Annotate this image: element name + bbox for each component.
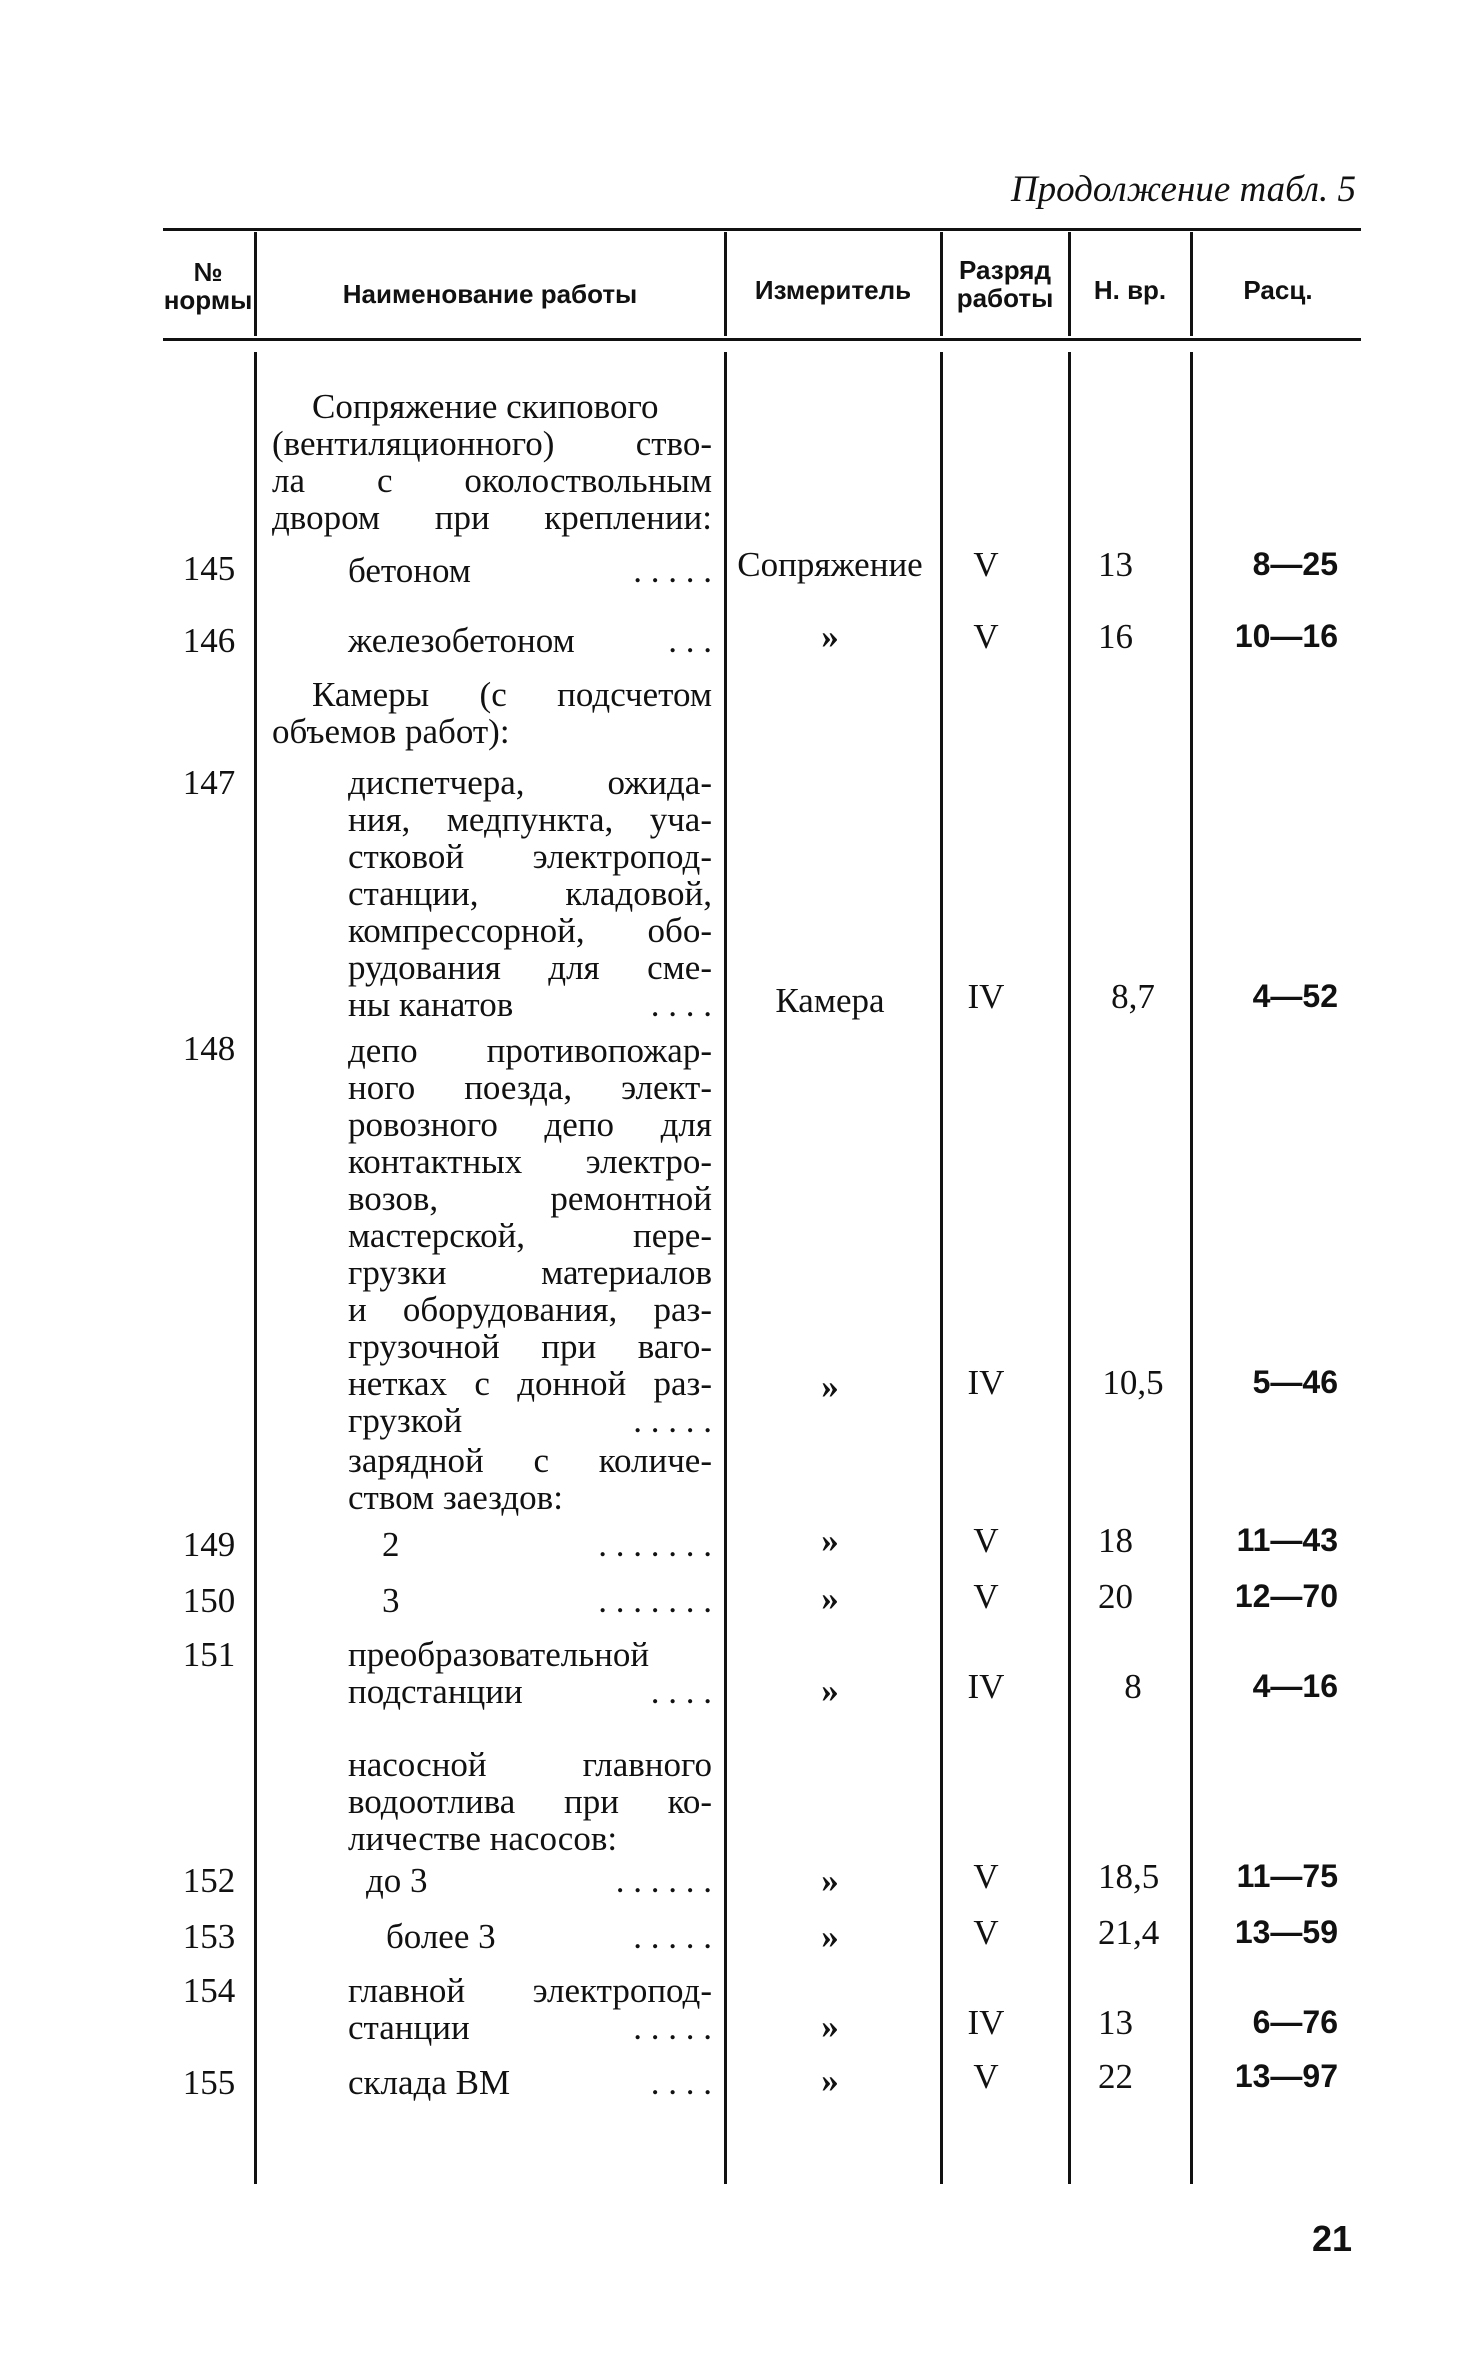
column-divider: [940, 352, 943, 2184]
header-divider: [254, 232, 257, 336]
work-name: склада ВМ . . . .: [348, 2063, 712, 2102]
norm-number: 153: [182, 1917, 236, 1956]
column-divider: [724, 352, 727, 2184]
rate-value: 8—25: [1252, 546, 1338, 582]
rate-value: 6—76: [1252, 2004, 1338, 2040]
rate-value: 4—52: [1252, 978, 1338, 1014]
group-heading: Сопряжение скипового (вентиляционного) ство- ла с околоствольным двором при креплении:: [272, 387, 712, 537]
rate-value: 13—59: [1234, 1914, 1338, 1950]
work-name: диспетчера, ожида- ния, медпункта, уча- стковой электропод- станции, кладовой, компрессорной, обо- рудования для сме- ны канатов . . . .: [348, 763, 712, 1024]
work-name: железобетоном . . .: [348, 621, 712, 660]
rate-value: 10—16: [1234, 618, 1338, 654]
header-time-norm: Н. вр.: [1093, 275, 1167, 305]
header-divider: [1190, 232, 1193, 336]
header-divider: [1068, 232, 1071, 336]
time-norm: 18,5: [1098, 1857, 1160, 1896]
work-grade: V: [973, 545, 999, 584]
work-grade: IV: [967, 2003, 1005, 2042]
norm-number: 147: [182, 763, 236, 802]
ditto-mark: »: [821, 1671, 839, 1710]
header-norm-number: № нормы: [163, 257, 253, 315]
work-grade: V: [973, 1521, 999, 1560]
header-grade: Разряд работы: [956, 255, 1054, 313]
ditto-mark: »: [821, 1367, 839, 1406]
time-norm: 16: [1098, 617, 1133, 656]
table-top-rule: [163, 228, 1361, 231]
ditto-mark: »: [821, 2007, 839, 2046]
time-norm: 22: [1098, 2057, 1133, 2096]
rate-value: 4—16: [1252, 1668, 1338, 1704]
measure-unit: Камера: [775, 981, 885, 1020]
group-heading: насосной главного водоотлива при ко- личестве насосов:: [348, 1745, 712, 1858]
norm-number: 155: [182, 2063, 236, 2102]
ditto-mark: »: [821, 617, 839, 656]
header-divider: [940, 232, 943, 336]
ditto-mark: »: [821, 1917, 839, 1956]
header-divider: [724, 232, 727, 336]
time-norm: 13: [1098, 545, 1133, 584]
work-name: до 3 . . . . . .: [366, 1861, 712, 1900]
rate-value: 5—46: [1252, 1364, 1338, 1400]
work-grade: IV: [967, 977, 1005, 1016]
work-grade: V: [973, 2057, 999, 2096]
work-name: 3 . . . . . . .: [382, 1581, 712, 1620]
norm-number: 154: [182, 1971, 236, 2010]
rate-value: 13—97: [1234, 2058, 1338, 2094]
header-bottom-rule: [163, 338, 1361, 341]
measure-unit: Сопряжение: [737, 545, 923, 584]
ditto-mark: »: [821, 1579, 839, 1618]
work-name: преобразовательной подстанции . . . .: [348, 1635, 712, 1711]
column-divider: [1068, 352, 1071, 2184]
work-name: более 3 . . . . .: [386, 1917, 712, 1956]
norm-number: 150: [182, 1581, 236, 1620]
header-work-name: Наименование работы: [342, 279, 638, 309]
norm-number: 149: [182, 1525, 236, 1564]
header-measure: Измеритель: [754, 275, 912, 305]
work-grade: V: [973, 1913, 999, 1952]
work-grade: IV: [967, 1667, 1005, 1706]
time-norm: 13: [1098, 2003, 1133, 2042]
work-name: главной электропод- станции . . . . .: [348, 1971, 712, 2047]
norm-number: 146: [182, 621, 236, 660]
ditto-mark: »: [821, 1861, 839, 1900]
work-name: 2 . . . . . . .: [382, 1525, 712, 1564]
norm-number: 152: [182, 1861, 236, 1900]
table-continuation-caption: Продолжение табл. 5: [1010, 169, 1356, 210]
norm-number: 148: [182, 1029, 236, 1068]
group-heading: Камеры (с подсчетом объемов работ):: [272, 675, 712, 751]
time-norm: 8: [1124, 1667, 1142, 1706]
ditto-mark: »: [821, 2061, 839, 2100]
page-number: 21: [1311, 2218, 1352, 2259]
time-norm: 8,7: [1111, 977, 1155, 1016]
norm-number: 145: [182, 549, 236, 588]
work-grade: V: [973, 1857, 999, 1896]
header-rate: Расц.: [1243, 275, 1313, 305]
time-norm: 10,5: [1102, 1363, 1164, 1402]
rate-value: 11—43: [1236, 1522, 1338, 1558]
time-norm: 21,4: [1098, 1913, 1160, 1952]
column-divider: [1190, 352, 1193, 2184]
ditto-mark: »: [821, 1521, 839, 1560]
rate-value: 12—70: [1234, 1578, 1338, 1614]
time-norm: 20: [1098, 1577, 1133, 1616]
work-grade: V: [973, 617, 999, 656]
norm-number: 151: [182, 1635, 236, 1674]
work-grade: V: [973, 1577, 999, 1616]
rate-value: 11—75: [1236, 1858, 1338, 1894]
group-heading: зарядной с количе- ством заездов:: [348, 1441, 712, 1517]
time-norm: 18: [1098, 1521, 1133, 1560]
work-name: депо противопожар- ного поезда, элект- ровозного депо для контактных электро- возов, ремонтной мастерской, пере- грузки материалов и оборудования, раз- грузочной при ваго- нетках с донной раз- грузкой . . . . .: [348, 1031, 712, 1440]
work-name: бетоном . . . . .: [348, 551, 712, 590]
work-grade: IV: [967, 1363, 1005, 1402]
column-divider: [254, 352, 257, 2184]
